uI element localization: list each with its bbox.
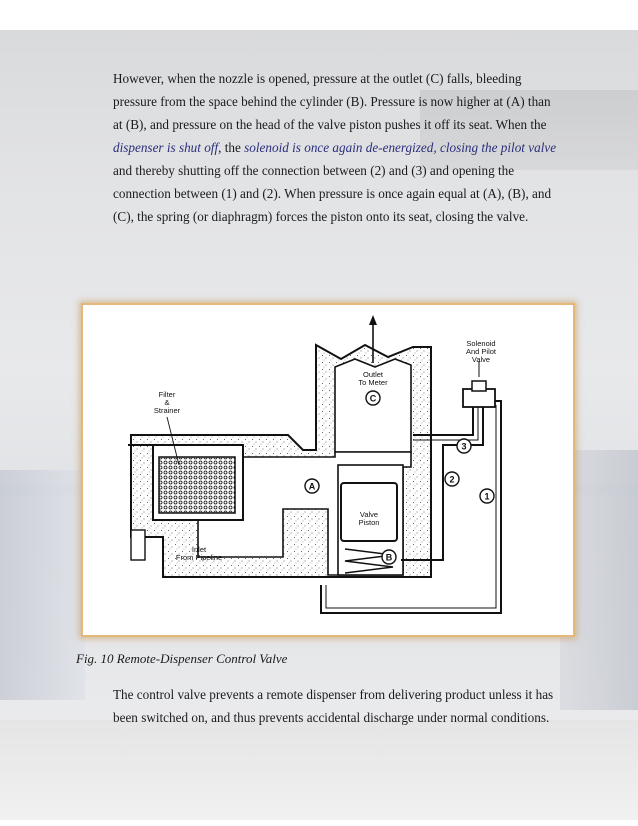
paragraph-control-valve: The control valve prevents a remote dispenser from delivering product unless it has been switched on, and thus prevents accidental discharge under normal conditions.	[113, 687, 554, 725]
solenoid-label	[466, 339, 497, 364]
marker-1	[480, 489, 494, 503]
marker-b	[382, 550, 396, 564]
svg-text:A: A	[308, 481, 316, 492]
figure-caption: Fig. 10 Remote-Dispenser Control Valve	[76, 651, 288, 666]
svg-text:Valve: Valve	[471, 355, 491, 364]
svg-text:&: &	[164, 398, 170, 407]
emphasis-text: dispenser is shut off	[113, 140, 219, 155]
svg-text:Strainer: Strainer	[153, 406, 181, 415]
svg-text:And Pilot: And Pilot	[465, 347, 497, 356]
svg-text:Valve: Valve	[359, 510, 379, 519]
svg-text:B: B	[385, 552, 393, 563]
svg-text:From Pipeline: From Pipeline	[175, 553, 223, 562]
filter-element	[159, 457, 235, 513]
svg-text:Piston: Piston	[358, 518, 380, 527]
valve-diagram	[83, 305, 573, 635]
svg-text:To Meter: To Meter	[358, 378, 388, 387]
svg-text:Inlet: Inlet	[191, 545, 207, 554]
svg-text:Solenoid: Solenoid	[466, 339, 496, 348]
piston-label	[359, 510, 380, 527]
marker-a	[305, 479, 319, 493]
paragraph-operation	[113, 67, 563, 228]
marker-c	[366, 391, 380, 405]
filter-label	[154, 390, 181, 415]
svg-text:Filter: Filter	[158, 390, 176, 399]
paragraph-text: , the	[218, 140, 245, 155]
solenoid-top	[472, 381, 486, 391]
svg-text:C: C	[369, 393, 377, 404]
figure-diagram	[81, 303, 575, 637]
background-pump-left	[0, 470, 85, 700]
emphasis-text: solenoid is once again de-energized, closing the pilot valve	[244, 140, 557, 155]
paragraph-text: However, when the nozzle is opened, pressure at the outlet (C) falls, bleeding pressure from the space behind the cylinder (B). Pressure is now higher at (A) than at (B), and pressure on the head of the valve piston pushes it off its seat. When the	[113, 71, 551, 132]
svg-text:1: 1	[484, 491, 490, 502]
svg-text:Outlet: Outlet	[362, 370, 384, 379]
inlet-port	[131, 530, 145, 560]
svg-text:3: 3	[461, 441, 467, 452]
marker-3	[457, 439, 471, 453]
outlet-arrow-head	[369, 315, 377, 325]
background-ground	[0, 720, 638, 820]
svg-text:2: 2	[449, 474, 455, 485]
paragraph-text: and thereby shutting off the connection between (2) and (3) and opening the connection between (1) and (2). When pressure is once again equal at (A), (B), and (C), the spring (or diaphragm) forces the piston onto its seat, closing the valve.	[113, 163, 552, 224]
marker-2	[445, 472, 459, 486]
